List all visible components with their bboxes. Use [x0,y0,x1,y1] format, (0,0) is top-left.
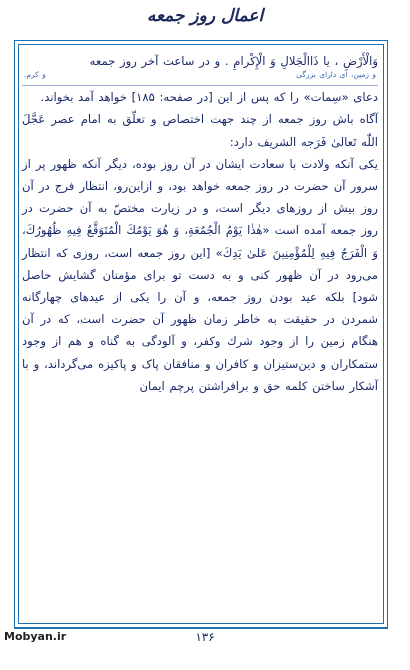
footer-rule [14,628,388,629]
page-number: ۱۳۶ [195,630,215,644]
gloss-right: و زمين، اى داراى بزرگى [296,70,376,80]
paragraph-2: آگاه باش روز جمعه از چند جهت اختصاص و تعلّق به امام عصر عَجَّلَ اللّٰه تَعالىٰ فَرَجه الشريف دارد: [22,112,378,149]
paragraph-3: يكى آنكه ولادت با سعادت ايشان در آن روز بوده، ديگر آنكه ظهور پر از سرور آن حضرت در روز جمعه خواهد بود، و ازاين‌رو، انتظار فرج در آن روز بيش از روزهاى ديگر است، و در زيارت مختصّ به آن حضرت در روز جمعه آمده است «هٰذٰا يَوْمُ الْجُمُعَةِ، وَ هُوَ يَوْمُكَ الْمُتَوَقَّعُ فِيهِ ظُهُورُكَ، وَ الْفَرَجُ فِيهِ لِلْمُؤْمِنِينَ عَلىٰ يَدِكَ» [اين روز جمعه است، روزى كه انتظار مى‌رود در آن ظهور كنى و به دست تو براى مؤمنان گشايش حاصل شود] بلكه عيد بودن روز جمعه، و آن را يكى از عيدهاى چهارگانه شمردن در حقيقت به خاطر زمان ظهور آن حضرت است، كه در آن هنگام زمين را از وجود شرك وكفر، و آلودگى به گناه و هم از وجود ستمكاران و دين‌ستيزان و كافران و منافقان پاک و پاكيزه مى‌گرداند، و با آشكار ساختن كلمه حق و برافراشتن پرچم ايمان [22,156,378,393]
paragraph-1: دعاى «سِمات» را كه پس از اين [در صفحه: ۱۸۵] خواهد آمد بخواند. [40,90,378,105]
page-header [0,0,410,42]
site-logo: Mobyan.ir [4,630,67,643]
running-title: اعمال روز جمعه [146,6,264,26]
page-body [22,50,378,397]
gloss-left: و كرم. [24,70,46,80]
intro-line: وَالْأَرْضِ ، يا ذَاالْجَلالِ وَ الْإِكْرامِ . و در ساعت آخر روز جمعه [89,54,378,68]
